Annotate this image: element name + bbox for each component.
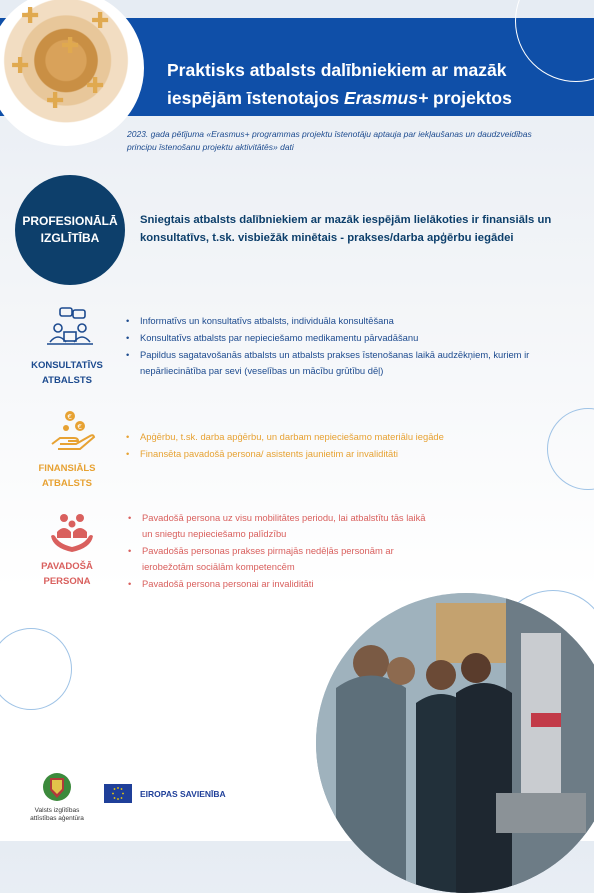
puzzle-icon: ✚: [21, 3, 40, 28]
title-line-1: Praktisks atbalsts dalībniekiem ar mazāk: [167, 60, 507, 80]
coat-of-arms-icon: [40, 770, 74, 804]
puzzle-icon: ✚: [46, 88, 65, 113]
puzzle-icon: ✚: [11, 53, 30, 78]
section-label-companion: [12, 559, 122, 589]
workshop-illustration: [316, 593, 594, 893]
sector-badge: [15, 175, 125, 285]
label-line: FINANSIĀLS: [38, 463, 96, 474]
list-item: • Pavadošā persona personai ar invaliditāti: [128, 576, 428, 592]
agency-name-line: Valsts izglītības: [34, 807, 80, 814]
label-line: PAVADOŠĀ: [41, 561, 93, 572]
list-item: • Papildus sagatavošanās atbalsts un atbalsts prakses īstenošanas laikā audzēkņiem, kuriem ir nepārliecinātība par sevi (veselības un mācību grūtību dēļ): [126, 347, 576, 379]
list-item: • Finansēta pavadošā persona/ asistents jaunietim ar invaliditāti: [126, 446, 546, 462]
label-line: ATBALSTS: [42, 375, 92, 386]
puzzle-icon: ✚: [61, 33, 80, 58]
svg-text:€: €: [67, 413, 72, 421]
title-line-2: [167, 84, 567, 112]
section-label-financial: [12, 461, 122, 491]
decorative-ring: [547, 408, 594, 490]
decorative-ring: [0, 628, 72, 710]
title-erasmus: Erasmus+: [344, 88, 429, 108]
financial-list: [126, 429, 546, 463]
eu-stars-icon: [104, 784, 132, 803]
list-item: • Apģērbu, t.sk. darba apģērbu, un darbam nepieciešamo materiālu iegāde: [126, 429, 546, 445]
list-item: • Pavadošā persona uz visu mobilitātes periodu, lai atbalstītu tās laikā un sniegtu nepieciešamo palīdzību: [128, 510, 428, 542]
consulting-list: [126, 313, 576, 380]
list-item: • Pavadošās personas prakses pirmajās nedēļās personām ar ierobežotām sociālām kompetencēm: [128, 543, 428, 575]
list-item: • Konsultatīvs atbalsts par nepieciešamo medikamentu pārvadāšanu: [126, 330, 576, 346]
header-photo-puzzle-hands: [0, 0, 144, 146]
consultation-icon: [45, 306, 95, 352]
eu-flag-icon: [104, 784, 132, 803]
sector-line-2: IZGLĪTĪBA: [40, 231, 100, 245]
agency-logo: [22, 770, 92, 823]
eu-logo: [104, 784, 226, 803]
label-line: KONSULTATĪVS: [31, 360, 103, 371]
companion-list: [128, 510, 428, 593]
support-people-icon: [47, 510, 97, 556]
section-label-consulting: [12, 358, 122, 388]
puzzle-icon: ✚: [86, 73, 105, 98]
label-line: PERSONA: [43, 576, 91, 587]
intro-text: Sniegtais atbalsts dalībniekiem ar mazāk iespējām lielākoties ir finansiāls un konsultatīvs, t.sk. visbiežāk minētais - prakses/darba apģērbu iegādei: [140, 214, 552, 244]
label-line: ATBALSTS: [42, 478, 92, 489]
sector-line-1: PROFESIONĀLĀ: [22, 214, 118, 228]
workshop-photo: [316, 593, 594, 893]
title-part: iespējām īstenotajos: [167, 88, 345, 108]
page-title: [167, 56, 567, 112]
money-hand-icon: [48, 408, 98, 454]
source-note: 2023. gada pētījuma «Erasmus+ programmas projektu īstenotāju aptauja par iekļaušanas un daudzveidības principu īstenošanu projektu aktivitātēs» dati: [127, 129, 532, 152]
svg-text:€: €: [77, 423, 82, 431]
title-part-end: projektos: [428, 88, 512, 108]
list-item: • Informatīvs un konsultatīvs atbalsts, individuāla konsultēšana: [126, 313, 576, 329]
eu-label: EIROPAS SAVIENĪBA: [140, 788, 226, 799]
agency-name-line: attīstības aģentūra: [30, 815, 84, 822]
puzzle-icon: ✚: [91, 8, 110, 33]
